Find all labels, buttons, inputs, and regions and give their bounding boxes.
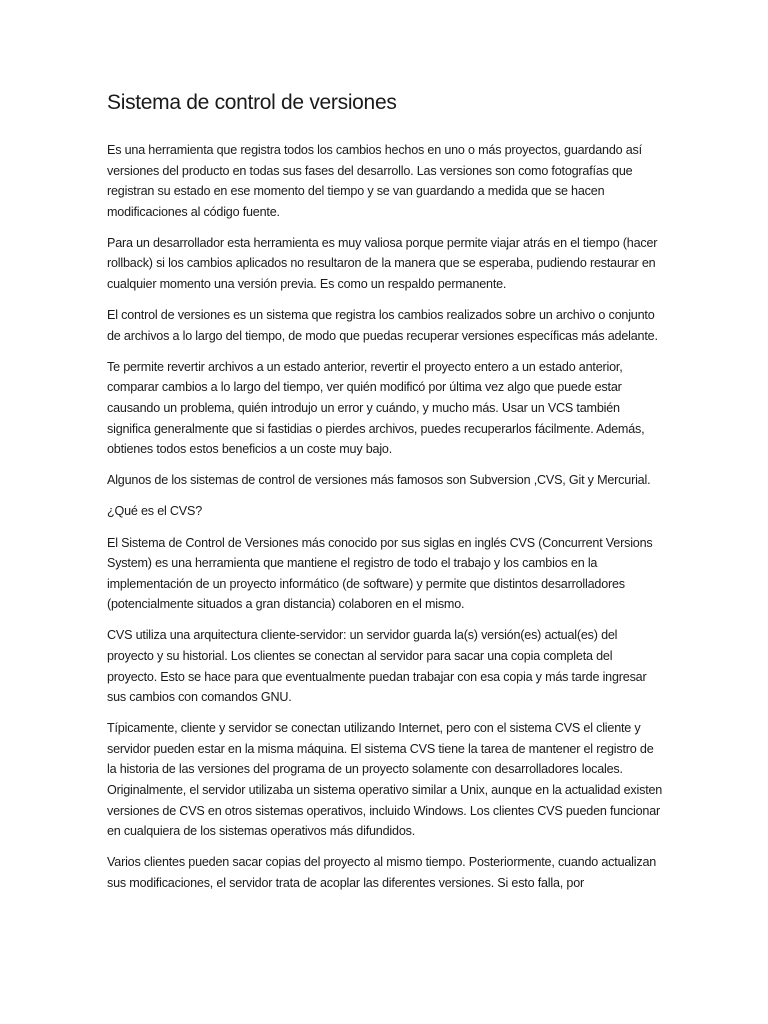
document-title: Sistema de control de versiones (107, 91, 397, 114)
paragraph-cvs-clients: Varios clientes pueden sacar copias del proyecto al mismo tiempo. Posteriormente, cuando actualizan sus modificaciones, el servidor trata de acoplar las diferentes versiones. Si esto falla, por (107, 855, 657, 890)
paragraph-intro: Es una herramienta que registra todos los cambios hechos en uno o más proyectos, guardando así versiones del producto en todas sus fases del desarrollo. Las versiones son como fotografías que registran su estado en ese momento del tiempo y se van guardando a medida que se hacen modificaciones al código fuente. (107, 143, 642, 219)
document-body (107, 88, 663, 904)
paragraph-cvs-architecture: CVS utiliza una arquitectura cliente-servidor: un servidor guarda la(s) versión(es) actual(es) del proyecto y su historial. Los clientes se conectan al servidor para sacar una copia completa del proyecto. Esto se hace para que eventualmente puedan trabajar con esa copia y más tarde ingresar sus cambios con comandos GNU. (107, 628, 647, 705)
paragraph-famous-systems: Algunos de los sistemas de control de versiones más famosos son Subversion ,CVS, Git y Mercurial. (107, 473, 651, 488)
paragraph-cvs-definition: El Sistema de Control de Versiones más conocido por sus siglas en inglés CVS (Concurrent Versions System) es una herramienta que mantiene el registro de todo el trabajo y los cambios en la implementación de un proyecto informático (de software) y permite que distintos desarrolladores (potencialmente situados a gran distancia) colaboren en el mismo. (107, 535, 653, 612)
paragraph-developer-value: Para un desarrollador esta herramienta es muy valiosa porque permite viajar atrás en el tiempo (hacer rollback) si los cambios aplicados no resultaron de la manera que se esperaba, pudiendo restaurar en cualquier momento una versión previa. Es como un respaldo permanente. (107, 235, 658, 292)
section-heading-cvs: ¿Qué es el CVS? (107, 504, 202, 519)
paragraph-cvs-connection: Típicamente, cliente y servidor se conectan utilizando Internet, pero con el sistema CVS el cliente y servidor pueden estar en la misma máquina. El sistema CVS tiene la tarea de mantener el registro de la historia de las versiones del programa de un proyecto solamente con desarrolladores locales. Originalmente, el servidor utilizaba un sistema operativo similar a Unix, aunque en la actualidad existen versiones de CVS en otros sistemas operativos, incluido Windows. Los clientes CVS pueden funcionar en cualquiera de los sistemas operativos más difundidos. (107, 721, 663, 839)
paragraph-benefits: Te permite revertir archivos a un estado anterior, revertir el proyecto entero a un estado anterior, comparar cambios a lo largo del tiempo, ver quién modificó por última vez algo que puede estar causando un problema, quién introdujo un error y cuándo, y mucho más. Usar un VCS también significa generalmente que si fastidias o pierdes archivos, puedes recuperarlos fácilmente. Además, obtienes todos estos beneficios a un coste muy bajo. (107, 359, 645, 457)
paragraph-definition: El control de versiones es un sistema que registra los cambios realizados sobre un archivo o conjunto de archivos a lo largo del tiempo, de modo que puedas recuperar versiones específicas más adelante. (107, 308, 658, 343)
